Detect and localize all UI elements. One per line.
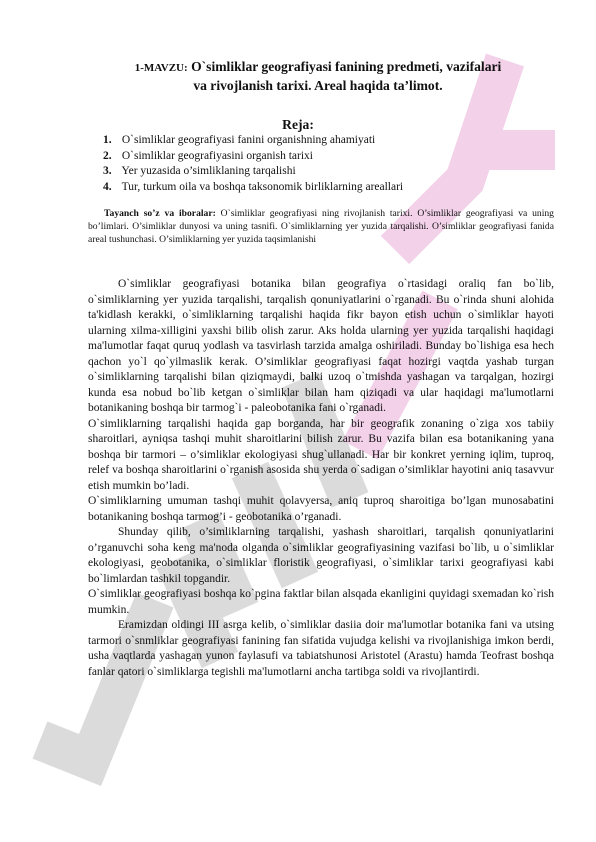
plan-heading: Reja: — [282, 117, 314, 132]
keywords-block — [88, 208, 554, 246]
title-line-1: O`simliklar geografiyasi fanining predmeti, vazifalari — [191, 59, 502, 74]
paragraph: Eramizdan oldingi III asrga kelib, o`simliklar dasiia doir ma'lumotlar botanika fani va utsing tarmori o`snmliklar geografiyasi fanining fan sifatida vujudga kelishi va rivojlanishiga imkon berdi, usha vaqtlarda yashagan yunon faylasufi va tabiatshunosi Aristotel (Arastu) hamda Teofrast boshqa fanlar qatori o`simliklarga tegishli ma'lumotlarni ancha tartibga soldi va rivojlantirdi. — [88, 619, 554, 678]
title-label: 1-MAVZU: — [134, 62, 188, 74]
plan-item-text: O`simliklar geografiyasini organish tarixi — [121, 149, 313, 162]
plan-item — [103, 133, 543, 149]
plan-item — [103, 164, 543, 180]
paragraph: O`simliklarning umuman tashqi muhit qolavyersa, aniq tuproq sharoitiga bo’lgan munosabatini botanikaning boshqa tarmog’i - geobotanika o’rganadi. — [88, 495, 554, 523]
document-title — [88, 58, 548, 95]
plan-list — [103, 133, 543, 195]
plan-item-text: O`simliklar geografiyasi fanini organishning ahamiyati — [121, 134, 376, 146]
plan-item-text: Yer yuzasida o’simliklaning tarqalishi — [121, 165, 296, 177]
plan-item-number: 2. — [103, 149, 112, 162]
plan-item — [103, 180, 543, 196]
title-line-2: va rivojlanish tarixi. Areal haqida ta’limot. — [193, 78, 443, 93]
plan-item-number: 4. — [103, 180, 112, 193]
plan-item-number: 1. — [103, 134, 112, 146]
paragraph: O`simliklar geografiyasi botanika bilan geografiya o`rtasidagi oraliq fan bo`lib, o`simliklarning yer yuzida tarqalishi, tarqalish qonuniyatlarini o`rganadi. Bu o`rinda shuni alohida ta'kidlash kerakki, o`simliklarning tarqalishi haqida fikr bayon etish uchun o`simliklar hayoti ularning xilma-xilligini yaxshi bilib olish zarur. Aks holda ularning yer yuzida tarqalishi haqidagi ma'lumotlar faqat quruq yodlash va tasvirlash tarzida amalga oshiriladi. Bunday bo`lishiga esa hech qachon yo`l qo`yilmaslik kerak. O’simliklar geografiyasi faqat hozirgi vaqtda yashab turgan o`simliklarning tarqalishi bilan qiziqmaydi, balki uzoq o`tmishda yashagan va tarqalgan, hozirgi kunda esa nobud bo`lib ketgan o`simliklar bilan ham qiziqadi va ular haqidagi ma'lumotlarni botanikaning boshqa bir tarmog`i - paleobotanika fani o`rganadi. — [88, 278, 554, 414]
keywords-text: O`simliklar geografiyasi ning rivojlanish tarixi. O’simliklar geografiyasi va uning bo’limlari. O’simliklar dunyosi va uning tasnifi. O`simliklarning yer yuzida tarqalishi. O’simliklar geografiyasi fanida areal tushunchasi. O’simliklarning yer yuzida taqsimlanishi — [88, 208, 554, 245]
paragraph: O`simliklarning tarqalishi haqida gap borganda, har bir geografik zonaning o`ziga xos tabiiy sharoitlari, ayniqsa tashqi muhit sharoitlarini bilish zarur. Bu vazifa bilan esa botanikaning yana boshqa bir tarmori – o’simliklar ekologiyasi shug`ullanadi. Har bir konkret yerning iqlim, tuproq, relef va boshqa sharoitlarini o`rganish asosida shu yerda o`sadigan o’simliklar hayotini aniq tasavvur etish mumkin bo’ladi. — [88, 417, 554, 492]
body-text — [88, 277, 554, 680]
plan-item-text: Tur, turkum oila va boshqa taksonomik birliklarning areallari — [121, 180, 404, 193]
paragraph: Shunday qilib, o’simliklarning tarqalishi, yashash sharoitlari, tarqalish qonuniyatlarini o’rganuvchi soha keng ma'noda olganda o`simliklar geografiyasining vazifasi bo`lib, u o`simliklar ekologiyasi, geobotanika, o`simliklar floristik geografiyasi, o`simliklar tarixi geografiyasi kabi bo`limlardan tashkil topgandir. — [88, 526, 554, 585]
keywords-label: Tayanch so’z va iboralar: — [104, 208, 216, 219]
plan-item-number: 3. — [103, 165, 112, 177]
paragraph: O`simliklar geografiyasi boshqa ko`pgina faktlar bilan alsqada ekanligini quyidagi sxemadan ko`rish mumkin. — [88, 588, 554, 616]
plan-item — [103, 149, 543, 165]
